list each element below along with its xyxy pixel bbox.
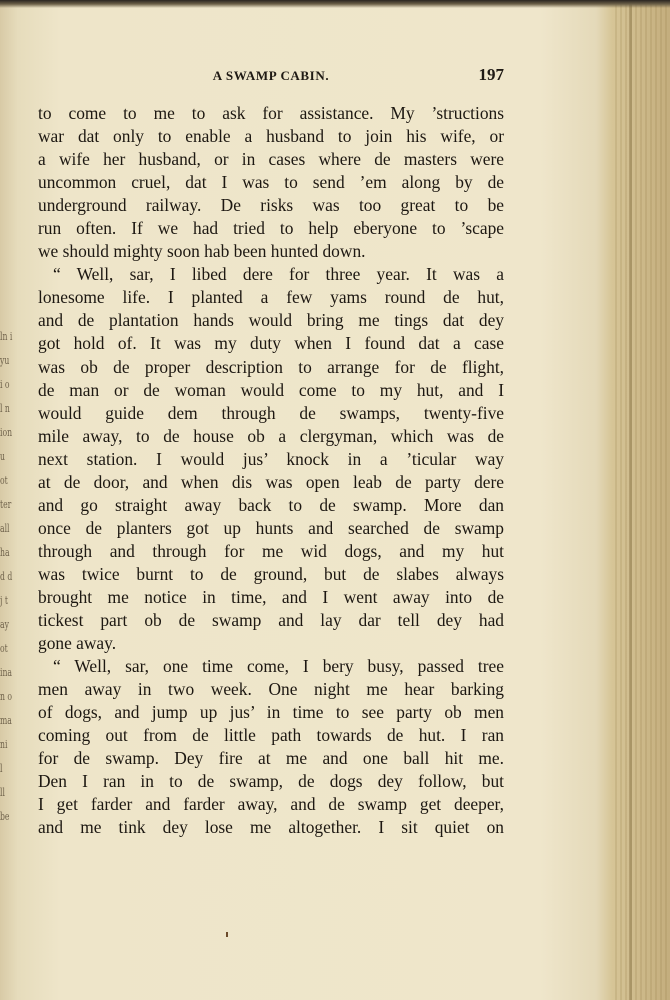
text-line: brought me notice in time, and I went away into de	[38, 586, 504, 607]
text-line: I get farder and farder away, and de swamp get deeper,	[38, 794, 504, 815]
text-line: a wife her husband, or in cases where de masters were	[38, 149, 504, 170]
text-line: and me tink dey lose me altogether. I sit quiet on	[38, 817, 504, 838]
margin-bleed-fragment: l n	[0, 402, 10, 415]
text-line: next station. I would jus’ knock in a ’ticular way	[38, 448, 504, 469]
text-line: got hold of. It was my duty when I found dat a case	[38, 333, 504, 354]
margin-bleed-through	[0, 300, 14, 860]
text-line: of dogs, and jump up jus’ in time to see party ob men	[38, 702, 504, 723]
margin-bleed-fragment: ot	[0, 642, 8, 655]
running-title: A SWAMP CABIN.	[212, 68, 330, 83]
page-number: 197	[478, 65, 504, 84]
margin-bleed-fragment: all	[0, 522, 10, 535]
text-line: was twice burnt to de ground, but de slabes always	[38, 563, 504, 584]
text-line: underground railway. De risks was too great to be	[38, 195, 504, 216]
text-line: was ob de proper description to arrange for de flight,	[38, 356, 504, 377]
text-line: Den I ran in to de swamp, de dogs dey follow, but	[38, 771, 504, 792]
text-line: mile away, to de house ob a clergyman, which was de	[38, 425, 504, 446]
margin-bleed-fragment: l	[0, 762, 3, 775]
text-line: we should mighty soon hab been hunted down.	[38, 241, 366, 262]
text-line: tickest part ob de swamp and lay dar tell dey had	[38, 610, 504, 631]
margin-bleed-fragment: ln i	[0, 330, 13, 343]
text-line: through and through for me wid dogs, and my hut	[38, 540, 504, 561]
text-line: would guide dem through de swamps, twenty-five	[38, 402, 504, 423]
running-header	[38, 64, 504, 88]
margin-bleed-fragment: ll	[0, 786, 5, 799]
text-line: men away in two week. One night me hear barking	[38, 679, 504, 700]
page-edge-band	[629, 0, 632, 1000]
text-line: to come to me to ask for assistance. My ’structions	[38, 103, 504, 123]
text-line: de man or de woman would come to my hut, and I	[38, 379, 504, 400]
margin-bleed-fragment: be	[0, 810, 10, 823]
margin-bleed-fragment: d d	[0, 570, 13, 583]
text-line: “ Well, sar, I libed dere for three year. It was a	[53, 264, 504, 285]
margin-bleed-fragment: ion	[0, 426, 13, 439]
margin-bleed-fragment: yu	[0, 354, 10, 367]
margin-bleed-fragment: ni	[0, 738, 8, 751]
margin-bleed-fragment: ina	[0, 666, 13, 679]
margin-bleed-fragment: u	[0, 450, 5, 463]
text-line: coming out from de little path towards de hut. I ran	[38, 725, 504, 746]
text-line: once de planters got up hunts and searched de swamp	[38, 517, 504, 538]
text-line: uncommon cruel, dat I was to send ’em along by de	[38, 172, 504, 193]
text-line: for de swamp. Dey fire at me and one ball hit me.	[38, 748, 504, 769]
margin-bleed-fragment: n o	[0, 690, 13, 703]
text-line: gone away.	[38, 633, 117, 654]
text-line: and de plantation hands would bring me tings dat dey	[38, 310, 504, 331]
margin-bleed-fragment: ay	[0, 618, 9, 631]
page-edges	[612, 0, 670, 1000]
body-text	[38, 102, 504, 840]
margin-bleed-fragment: i o	[0, 378, 10, 391]
text-line: “ Well, sar, one time come, I bery busy, passed tree	[53, 656, 504, 677]
margin-bleed-fragment: j t	[0, 594, 8, 607]
margin-bleed-fragment: ter	[0, 498, 12, 511]
top-shadow	[0, 0, 670, 8]
margin-bleed-fragment: ma	[0, 714, 12, 727]
margin-bleed-fragment: ot	[0, 474, 8, 487]
text-line: run often. If we had tried to help eberyone to ’scape	[38, 218, 504, 239]
margin-bleed-fragment: ha	[0, 546, 10, 559]
ink-speck	[226, 932, 228, 937]
text-line: lonesome life. I planted a few yams round de hut,	[38, 287, 504, 308]
text-line: and go straight away back to de swamp. More dan	[38, 494, 504, 515]
text-line: at de door, and when dis was open leab de party dere	[38, 471, 504, 492]
text-line: war dat only to enable a husband to join his wife, or	[38, 126, 504, 147]
